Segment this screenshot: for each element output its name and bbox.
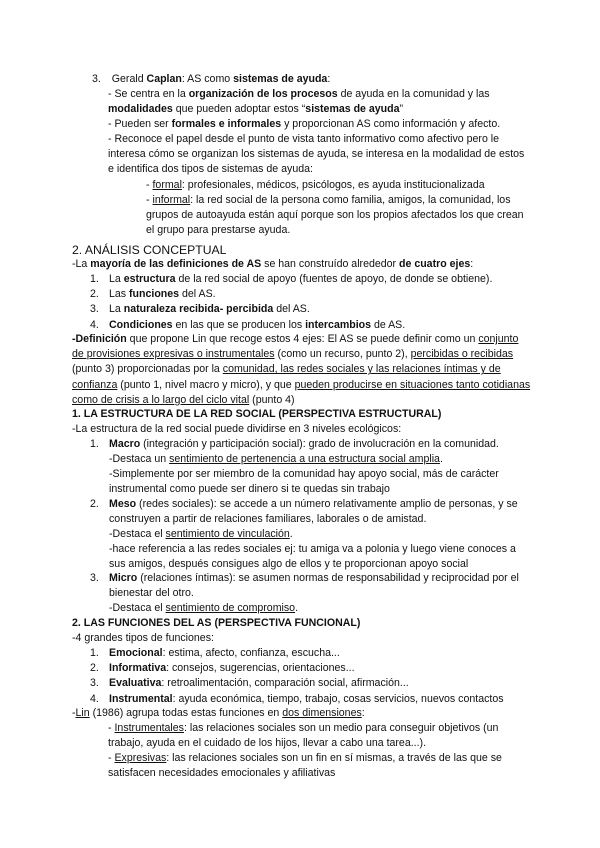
text: Las	[109, 288, 130, 301]
text: del AS.	[179, 288, 216, 301]
list-number: 3.	[90, 572, 99, 584]
underlined-term: sentimiento de compromiso	[165, 602, 296, 614]
caplan-name: Caplan	[146, 73, 182, 85]
text: que pueden adoptar estos “	[172, 103, 306, 116]
bold-term: formales e informales	[171, 118, 282, 130]
bold-term: Meso	[109, 498, 137, 510]
bold-term: Macro	[109, 438, 141, 450]
list-item	[90, 302, 530, 317]
text: que propone Lin que recoge estos 4 ejes: El AS se puede definir como un	[126, 333, 479, 345]
bold-term: Condiciones	[109, 318, 173, 331]
bold-term: organización de los procesos	[188, 88, 338, 100]
caplan-bullet-3: - Reconoce el papel desde el punto de vista tanto informativo como afectivo pero le interesa cómo se organizan los sistemas de ayuda, se interesa en la modalidad de estos e identifica dos tipos de sistemas de ayuda:	[108, 133, 525, 176]
underlined-term: Expresivas	[114, 752, 167, 764]
text: ”	[399, 103, 404, 116]
text: : profesionales, médicos, psicólogos, es ayuda institucionalizada	[181, 179, 485, 191]
underlined-term: dos dimensiones	[282, 707, 362, 719]
meso-detail-2: -hace referencia a las redes sociales ej: tu amiga va a polonia y luego viene conoces a sus amigos, después consigues algo de ellos y te proporcionan apoyo social	[109, 543, 516, 571]
text: - Pueden ser	[108, 118, 172, 130]
list-number: 3.	[90, 677, 99, 690]
text: de AS.	[371, 318, 406, 331]
list-number: 1.	[90, 273, 99, 285]
list-number: 2.	[90, 498, 99, 510]
text: -	[108, 752, 115, 764]
text: (punto 4)	[249, 393, 295, 406]
ejes-list	[90, 272, 530, 333]
text: en las que se producen los	[172, 318, 306, 331]
list-number: 1.	[90, 438, 99, 450]
underlined-term: comunidad, las redes sociales y las relaciones íntimas y de confianza	[72, 363, 501, 391]
micro-detail-1	[109, 601, 529, 616]
text: -	[108, 722, 115, 734]
list-item	[90, 661, 540, 676]
text: La	[109, 273, 124, 285]
text: (relaciones íntimas): se asumen normas de responsabilidad y reciprocidad por el bienestar del otro.	[109, 572, 519, 600]
underlined-term: formal	[152, 179, 182, 191]
underlined-term: Instrumentales	[114, 722, 184, 734]
bold-term: funciones	[129, 288, 180, 301]
text: : la red social de la persona como familia, amigos, la comunidad, los grupos de autoayuda están aquí porque son los propios afectados los que crean el grupo para prestarse ayuda.	[146, 194, 524, 237]
informal-item	[146, 193, 528, 239]
text: .	[289, 528, 293, 540]
list-number: 2.	[90, 662, 99, 675]
expresivas-item	[108, 751, 530, 781]
text: de la red social de apoyo (fuentes de apoyo, de donde se obtiene).	[175, 273, 493, 285]
list-item	[90, 646, 540, 661]
analisis-title: 2. ANÁLISIS CONCEPTUAL	[72, 243, 227, 257]
text: : las relaciones sociales son un medio para conseguir objetivos (un trabajo, ayuda en el cuidado de los hijos, llevar a cabo una tarea...).	[108, 722, 499, 750]
text: (punto 1, nivel macro y micro), y que	[117, 378, 295, 391]
underlined-term: conjunto de provisiones expresivas o instrumentales	[72, 333, 519, 361]
text: : consejos, sugerencias, orientaciones...	[166, 662, 355, 675]
text: : retroalimentación, comparación social, afirmación...	[161, 677, 409, 690]
bold-term: Informativa	[109, 662, 167, 675]
list-number: 4.	[90, 692, 99, 705]
meso-detail-1	[109, 527, 529, 542]
underlined-term: pueden producirse en situaciones tanto cotidianas como de crisis a lo largo del ciclo vital	[72, 378, 531, 406]
bold-term: Micro	[109, 572, 138, 584]
text: La	[109, 303, 124, 316]
text: (1986) agrupa todas estas funciones en	[89, 707, 283, 719]
text: : ayuda económica, tiempo, trabajo, cosas servicios, nuevos contactos	[172, 692, 504, 705]
text: - Se centra en la	[108, 88, 189, 100]
nivel-macro	[90, 437, 530, 452]
text: (punto 3) proporcionadas por la	[72, 363, 223, 376]
lin-dimensiones	[72, 706, 522, 721]
bold-term: Instrumental	[109, 692, 173, 705]
text: y proporcionan AS como información y afecto.	[281, 118, 501, 130]
text: (redes sociales): se accede a un número relativamente amplio de personas, y se construyen a partir de relaciones familiares, laborales o de amistad.	[109, 498, 518, 526]
funciones-list	[90, 646, 540, 707]
underlined-term: informal	[152, 194, 191, 206]
formal-item	[146, 178, 526, 193]
nivel-micro	[90, 571, 549, 601]
underlined-term: sentimiento de pertenencia a una estructura social amplia	[169, 453, 440, 465]
text: -Destaca el	[109, 602, 166, 614]
instrumentales-item	[108, 721, 530, 751]
text: -Destaca el	[109, 528, 166, 540]
list-item	[90, 287, 530, 302]
text: :	[361, 707, 365, 719]
bold-term: modalidades	[108, 103, 173, 116]
text: : las relaciones sociales son un fin en sí mismas, a través de las que se satisfacen necesidades emocionales y afiliativas	[108, 752, 502, 780]
lin-definition	[72, 332, 532, 408]
text: se han construído alrededor	[261, 258, 400, 270]
text: de ayuda en la comunidad y las	[337, 88, 490, 100]
bold-term: naturaleza recibida- percibida	[123, 303, 274, 316]
macro-detail-1	[109, 452, 529, 467]
text: :	[470, 258, 474, 270]
text: Gerald	[111, 73, 147, 85]
bold-term: Emocional	[109, 647, 163, 659]
text: .	[295, 602, 299, 614]
text: -	[146, 179, 153, 191]
underlined-term: Lin	[75, 707, 90, 719]
estructura-title: 1. LA ESTRUCTURA DE LA RED SOCIAL (PERSPECTIVA ESTRUCTURAL)	[72, 408, 442, 420]
text: del AS.	[273, 303, 310, 316]
funciones-title: 2. LAS FUNCIONES DEL AS (PERSPECTIVA FUNCIONAL)	[72, 617, 361, 629]
list-item	[90, 676, 540, 691]
bold-term: Evaluativa	[109, 677, 162, 690]
list-item	[90, 272, 530, 287]
list-number: 1.	[90, 647, 99, 659]
caplan-bullet-2	[108, 117, 528, 132]
list-number: 3.	[92, 73, 101, 85]
text: -	[146, 194, 153, 206]
estructura-intro: -La estructura de la red social puede dividirse en 3 niveles ecológicos:	[72, 423, 402, 435]
bold-term: intercambios	[305, 318, 372, 331]
nivel-meso	[90, 497, 549, 527]
text: -	[72, 707, 76, 719]
text: : AS como	[181, 73, 234, 85]
text: (integración y participación social): grado de involucración en la comunidad.	[140, 438, 499, 450]
text: (como un recurso, punto 2),	[274, 348, 411, 361]
caplan-bullet-1	[108, 87, 528, 117]
list-number: 3.	[90, 303, 99, 316]
caplan-heading	[92, 72, 502, 87]
bold-term: mayoría de las definiciones de AS	[90, 258, 262, 270]
underlined-term: sentimiento de vinculación	[165, 528, 290, 540]
list-item	[90, 692, 540, 707]
funciones-intro: -4 grandes tipos de funciones:	[72, 632, 214, 644]
bold-term: sistemas de ayuda	[305, 103, 400, 116]
text: :	[327, 73, 331, 85]
bold-term: estructura	[123, 273, 176, 285]
list-number: 4.	[90, 318, 99, 331]
text: : estima, afecto, confianza, escucha...	[162, 647, 340, 659]
analisis-intro	[72, 257, 532, 272]
text: -Destaca un	[109, 453, 170, 465]
bold-term: sistemas de ayuda	[233, 73, 328, 85]
text: -La	[72, 258, 91, 270]
underlined-term: percibidas o recibidas	[410, 348, 514, 361]
macro-detail-2: -Simplemente por ser miembro de la comunidad hay apoyo social, más de carácter instrumental como puede ser dinero si te quedas sin trabajo	[109, 468, 499, 496]
list-number: 2.	[90, 288, 99, 301]
bold-term: de cuatro ejes	[399, 258, 471, 270]
text: .	[439, 453, 443, 465]
bold-term: -Definición	[72, 333, 127, 345]
list-item	[90, 318, 530, 333]
